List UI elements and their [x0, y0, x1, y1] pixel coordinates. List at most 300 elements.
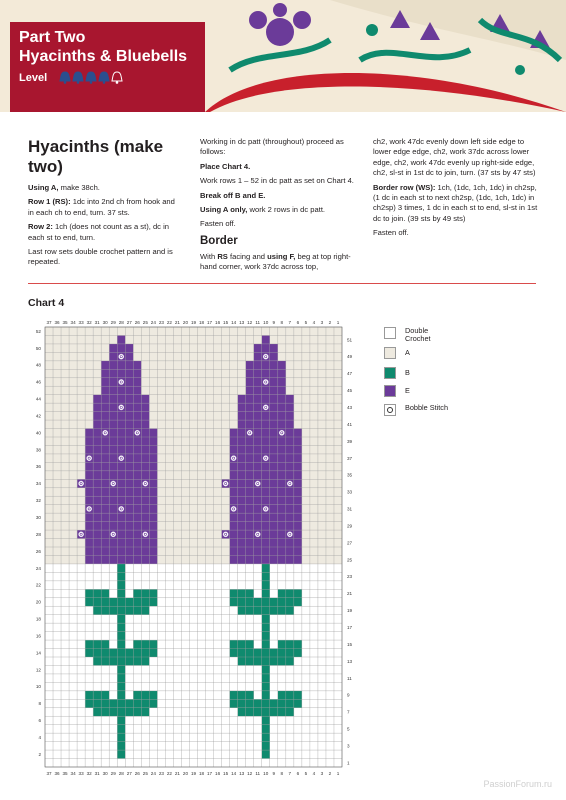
chart-cell-double_crochet: [206, 589, 214, 597]
chart-cell-double_crochet: [61, 716, 69, 724]
chart-cell-E: [270, 505, 278, 513]
chart-cell-double_crochet: [85, 733, 93, 741]
chart-cell-E: [246, 513, 254, 521]
chart-cell-A: [101, 344, 109, 352]
chart-cell-E: [278, 479, 286, 487]
chart-cell-A: [189, 513, 197, 521]
chart-cell-B: [117, 581, 125, 589]
chart-cell-A: [334, 386, 342, 394]
chart-cell-E: [93, 530, 101, 538]
chart-cell-double_crochet: [165, 682, 173, 690]
chart-cell-B: [117, 733, 125, 741]
chart-cell-double_crochet: [286, 716, 294, 724]
chart-cell-A: [302, 361, 310, 369]
chart-cell-double_crochet: [77, 665, 85, 673]
chart-cell-E: [262, 361, 270, 369]
chart-cell-double_crochet: [286, 725, 294, 733]
chart-cell-A: [334, 555, 342, 563]
chart-cell-double_crochet: [61, 623, 69, 631]
chart-cell-A: [230, 420, 238, 428]
instruction-border-cont: ch2, work 47dc evenly down left side edge to lower edge edge, ch2, work 37dc across lower edge, ch2, work 47dc evenly up right-side edge, ch2, sl-st in 1st dc to join, turn. (37 sts by 47 sts): [373, 137, 536, 178]
chart-cell-B: [117, 682, 125, 690]
chart-cell-E: [149, 547, 157, 555]
chart-cell-A: [230, 361, 238, 369]
chart-cell-A: [334, 462, 342, 470]
column-number-bottom: 27: [126, 771, 132, 776]
chart-cell-E: [278, 395, 286, 403]
chart-cell-B: [278, 657, 286, 665]
chart-cell-double_crochet: [53, 665, 61, 673]
chart-cell-A: [326, 437, 334, 445]
chart-cell-A: [61, 361, 69, 369]
chart-cell-A: [61, 479, 69, 487]
chart-cell-double_crochet: [238, 615, 246, 623]
chart-cell-double_crochet: [318, 716, 326, 724]
watermark: PassionForum.ru: [483, 779, 552, 789]
chart-cell-E: [125, 395, 133, 403]
chart-cell-double_crochet: [302, 657, 310, 665]
chart-cell-A: [189, 445, 197, 453]
chart-cell-A: [77, 555, 85, 563]
chart-cell-double_crochet: [334, 606, 342, 614]
chart-cell-double_crochet: [310, 640, 318, 648]
chart-cell-double_crochet: [189, 640, 197, 648]
chart-cell-double_crochet: [302, 564, 310, 572]
chart-cell-A: [278, 335, 286, 343]
chart-cell-A: [77, 369, 85, 377]
level-label: Level: [19, 72, 48, 84]
chart-cell-double_crochet: [206, 759, 214, 767]
column-number-top: 28: [118, 320, 124, 325]
chart-cell-A: [45, 378, 53, 386]
chart-cell-E: [93, 462, 101, 470]
chart-cell-E: [117, 395, 125, 403]
chart-cell-A: [189, 361, 197, 369]
chart-cell-A: [93, 335, 101, 343]
chart-cell-E: [254, 539, 262, 547]
chart-cell-double_crochet: [302, 649, 310, 657]
chart-cell-E: [133, 395, 141, 403]
chart-cell-A: [45, 471, 53, 479]
chart-cell-double_crochet: [69, 665, 77, 673]
chart-cell-A: [53, 369, 61, 377]
chart-cell-E: [109, 539, 117, 547]
chart-cell-double_crochet: [149, 632, 157, 640]
chart-cell-E: [141, 547, 149, 555]
chart-cell-double_crochet: [53, 615, 61, 623]
column-number-top: 3: [320, 320, 324, 325]
chart-cell-A: [334, 479, 342, 487]
chart-cell-double_crochet: [254, 716, 262, 724]
chart-cell-E: [254, 361, 262, 369]
chart-cell-E: [238, 488, 246, 496]
chart-cell-double_crochet: [334, 632, 342, 640]
chart-cell-E: [101, 505, 109, 513]
chart-cell-A: [302, 496, 310, 504]
chart-cell-double_crochet: [326, 708, 334, 716]
chart-cell-B: [262, 708, 270, 716]
chart-cell-E: [254, 462, 262, 470]
chart-cell-A: [206, 412, 214, 420]
chart-cell-A: [286, 327, 294, 335]
chart-cell-B: [278, 606, 286, 614]
chart-cell-double_crochet: [45, 708, 53, 716]
chart-cell-double_crochet: [270, 674, 278, 682]
chart-cell-A: [141, 378, 149, 386]
chart-cell-double_crochet: [310, 606, 318, 614]
chart-cell-double_crochet: [286, 615, 294, 623]
chart-cell-A: [85, 386, 93, 394]
chart-cell-double_crochet: [278, 750, 286, 758]
chart-cell-double_crochet: [109, 640, 117, 648]
chart-cell-A: [173, 395, 181, 403]
chart-cell-B: [278, 699, 286, 707]
chart-cell-E: [294, 505, 302, 513]
chart-cell-E: [101, 522, 109, 530]
chart-cell-A: [302, 335, 310, 343]
chart-cell-B: [93, 606, 101, 614]
chart-cell-double_crochet: [85, 615, 93, 623]
row-number: 29: [347, 523, 353, 529]
chart-cell-A: [334, 496, 342, 504]
chart-cell-A: [318, 445, 326, 453]
chart-cell-double_crochet: [270, 716, 278, 724]
chart-cell-double_crochet: [302, 759, 310, 767]
chart-cell-double_crochet: [302, 665, 310, 673]
chart-cell-E: [238, 437, 246, 445]
chart-cell-double_crochet: [165, 742, 173, 750]
chart-cell-B: [117, 598, 125, 606]
chart-cell-double_crochet: [85, 708, 93, 716]
chart-cell-A: [133, 344, 141, 352]
chart-cell-double_crochet: [141, 750, 149, 758]
chart-cell-double_crochet: [101, 674, 109, 682]
chart-cell-E: [286, 505, 294, 513]
chart-cell-A: [77, 420, 85, 428]
chart-cell-B: [262, 615, 270, 623]
chart-cell-double_crochet: [61, 708, 69, 716]
chart-cell-double_crochet: [69, 615, 77, 623]
chart-cell-A: [45, 505, 53, 513]
chart-cell-B: [254, 657, 262, 665]
chart-cell-double_crochet: [278, 725, 286, 733]
chart-cell-E: [254, 496, 262, 504]
chart-cell-double_crochet: [165, 733, 173, 741]
chart-cell-double_crochet: [294, 716, 302, 724]
chart-cell-B: [246, 691, 254, 699]
chart-cell-A: [198, 344, 206, 352]
chart-cell-double_crochet: [334, 564, 342, 572]
chart-cell-A: [157, 412, 165, 420]
chart-cell-B: [262, 691, 270, 699]
chart-cell-A: [45, 530, 53, 538]
chart-cell-double_crochet: [222, 665, 230, 673]
chart-cell-double_crochet: [61, 759, 69, 767]
chart-cell-double_crochet: [334, 733, 342, 741]
chart-cell-E: [270, 530, 278, 538]
bobble-stitch-mark: [119, 405, 124, 410]
chart-cell-A: [334, 403, 342, 411]
chart-cell-double_crochet: [69, 589, 77, 597]
chart-cell-B: [85, 649, 93, 657]
chart-cell-B: [141, 708, 149, 716]
chart-cell-A: [254, 327, 262, 335]
chart-cell-double_crochet: [302, 572, 310, 580]
column-number-bottom: 5: [304, 771, 308, 776]
chart-cell-double_crochet: [310, 615, 318, 623]
chart-cell-double_crochet: [286, 581, 294, 589]
chart-cell-double_crochet: [157, 742, 165, 750]
chart-cell-double_crochet: [157, 564, 165, 572]
chart-cell-E: [246, 420, 254, 428]
chart-cell-double_crochet: [278, 572, 286, 580]
chart-cell-A: [173, 488, 181, 496]
chart-cell-double_crochet: [45, 716, 53, 724]
chart-cell-B: [149, 649, 157, 657]
chart-cell-A: [214, 547, 222, 555]
chart-cell-double_crochet: [69, 581, 77, 589]
chart-cell-B: [125, 657, 133, 665]
chart-cell-double_crochet: [214, 682, 222, 690]
chart-cell-double_crochet: [278, 759, 286, 767]
bobble-stitch-mark: [231, 456, 236, 461]
chart-cell-double_crochet: [334, 615, 342, 623]
column-number-top: 15: [223, 320, 229, 325]
chart-cell-double_crochet: [238, 674, 246, 682]
chart-cell-B: [101, 649, 109, 657]
chart-cell-A: [53, 462, 61, 470]
chart-cell-A: [310, 530, 318, 538]
chart-cell-double_crochet: [318, 606, 326, 614]
chart-cell-B: [294, 691, 302, 699]
chart-cell-A: [165, 361, 173, 369]
chart-cell-double_crochet: [149, 665, 157, 673]
chart-cell-double_crochet: [230, 682, 238, 690]
chart-cell-double_crochet: [165, 589, 173, 597]
chart-cell-A: [85, 420, 93, 428]
chart-cell-double_crochet: [254, 691, 262, 699]
column-number-bottom: 14: [231, 771, 237, 776]
chart-cell-E: [101, 420, 109, 428]
chart-cell-double_crochet: [222, 699, 230, 707]
row-number: 52: [35, 328, 41, 334]
chart-cell-double_crochet: [69, 564, 77, 572]
chart-cell-A: [181, 471, 189, 479]
chart-cell-double_crochet: [326, 623, 334, 631]
chart-cell-E: [125, 420, 133, 428]
chart-cell-E: [254, 437, 262, 445]
chart-cell-B: [117, 623, 125, 631]
chart-cell-double_crochet: [53, 581, 61, 589]
column-number-top: 5: [304, 320, 308, 325]
chart-cell-E: [133, 522, 141, 530]
chart-cell-double_crochet: [157, 572, 165, 580]
chart-cell-A: [214, 445, 222, 453]
chart-cell-A: [206, 488, 214, 496]
chart-cell-A: [157, 454, 165, 462]
column-number-top: 16: [215, 320, 221, 325]
chart-cell-double_crochet: [61, 564, 69, 572]
chart-cell-double_crochet: [294, 674, 302, 682]
legend-item-a: [384, 347, 494, 363]
column-number-top: 31: [94, 320, 100, 325]
chart-cell-A: [149, 412, 157, 420]
chart-cell-A: [198, 412, 206, 420]
chart-cell-B: [149, 640, 157, 648]
chart-cell-A: [125, 327, 133, 335]
chart-cell-double_crochet: [270, 589, 278, 597]
chart-cell-double_crochet: [181, 615, 189, 623]
chart-cell-double_crochet: [198, 733, 206, 741]
chart-cell-A: [53, 429, 61, 437]
chart-cell-A: [165, 471, 173, 479]
chart-cell-E: [270, 445, 278, 453]
chart-cell-E: [238, 403, 246, 411]
chart-cell-A: [61, 530, 69, 538]
chart-cell-E: [254, 547, 262, 555]
chart-cell-A: [157, 386, 165, 394]
chart-cell-A: [61, 352, 69, 360]
chart-cell-double_crochet: [85, 682, 93, 690]
chart-cell-double_crochet: [125, 665, 133, 673]
chart-cell-A: [45, 437, 53, 445]
chart-cell-double_crochet: [85, 632, 93, 640]
chart-cell-B: [246, 606, 254, 614]
chart-cell-A: [206, 522, 214, 530]
chart-cell-E: [294, 462, 302, 470]
chart-cell-A: [189, 530, 197, 538]
chart-cell-double_crochet: [198, 699, 206, 707]
chart-cell-double_crochet: [181, 674, 189, 682]
chart-cell-A: [69, 386, 77, 394]
chart-cell-A: [334, 335, 342, 343]
chart-cell-double_crochet: [206, 632, 214, 640]
chart-cell-A: [222, 352, 230, 360]
chart-cell-double_crochet: [326, 725, 334, 733]
chart-cell-double_crochet: [189, 682, 197, 690]
chart-cell-A: [181, 429, 189, 437]
chart-cell-double_crochet: [302, 750, 310, 758]
chart-cell-double_crochet: [61, 699, 69, 707]
chart-cell-double_crochet: [77, 589, 85, 597]
chart-cell-double_crochet: [214, 699, 222, 707]
chart-cell-E: [262, 547, 270, 555]
chart-cell-A: [206, 496, 214, 504]
chart-cell-double_crochet: [198, 708, 206, 716]
chart-cell-E: [254, 352, 262, 360]
column-number-top: 2: [328, 320, 332, 325]
chart-cell-double_crochet: [45, 674, 53, 682]
chart-cell-A: [173, 429, 181, 437]
chart-cell-A: [61, 454, 69, 462]
chart-cell-A: [238, 327, 246, 335]
chart-cell-A: [141, 335, 149, 343]
chart-cell-A: [302, 369, 310, 377]
chart-cell-A: [189, 369, 197, 377]
chart-cell-E: [85, 539, 93, 547]
chart-cell-A: [326, 386, 334, 394]
pattern-title: Hyacinths & Bluebells: [19, 48, 188, 65]
instruction-fasten-off: Fasten off.: [200, 219, 236, 229]
chart-cell-A: [334, 522, 342, 530]
chart-cell-E: [238, 530, 246, 538]
chart-cell-A: [77, 505, 85, 513]
chart-cell-double_crochet: [45, 682, 53, 690]
chart-cell-double_crochet: [181, 665, 189, 673]
chart-cell-A: [318, 479, 326, 487]
chart-cell-E: [101, 547, 109, 555]
chart-cell-A: [69, 496, 77, 504]
chart-cell-B: [101, 598, 109, 606]
chart-cell-double_crochet: [173, 716, 181, 724]
chart-cell-double_crochet: [165, 691, 173, 699]
chart-cell-double_crochet: [109, 615, 117, 623]
chart-cell-A: [302, 395, 310, 403]
chart-cell-A: [214, 462, 222, 470]
chart-cell-A: [61, 505, 69, 513]
chart-cell-A: [214, 539, 222, 547]
chart-cell-E: [101, 513, 109, 521]
chart-cell-B: [262, 699, 270, 707]
chart-cell-double_crochet: [77, 699, 85, 707]
chart-cell-A: [77, 344, 85, 352]
chart-cell-E: [149, 454, 157, 462]
chart-cell-A: [53, 479, 61, 487]
bobble-stitch-mark: [231, 506, 236, 511]
chart-cell-double_crochet: [294, 581, 302, 589]
chart-cell-E: [246, 505, 254, 513]
chart-cell-A: [101, 352, 109, 360]
chart-cell-B: [246, 649, 254, 657]
chart-cell-A: [238, 335, 246, 343]
chart-cell-B: [125, 699, 133, 707]
chart-cell-double_crochet: [189, 623, 197, 631]
chart-cell-double_crochet: [93, 682, 101, 690]
chart-cell-double_crochet: [334, 716, 342, 724]
chart-cell-A: [157, 462, 165, 470]
chart-cell-double_crochet: [61, 649, 69, 657]
chart-cell-A: [310, 369, 318, 377]
chart-cell-E: [262, 395, 270, 403]
chart-cell-double_crochet: [189, 581, 197, 589]
instruction-border-intro: With RS facing and using F, beg at top right-hand corner, work 37dc across top,: [200, 251, 351, 272]
chart-cell-double_crochet: [157, 657, 165, 665]
chart-cell-double_crochet: [326, 649, 334, 657]
chart-cell-B: [85, 640, 93, 648]
chart-cell-double_crochet: [246, 674, 254, 682]
chart-cell-A: [173, 530, 181, 538]
row-number: 32: [35, 498, 41, 504]
column-number-bottom: 24: [150, 771, 156, 776]
chart-cell-A: [230, 395, 238, 403]
chart-cell-double_crochet: [318, 699, 326, 707]
chart-cell-E: [286, 513, 294, 521]
chart-cell-E: [149, 445, 157, 453]
chart-cell-double_crochet: [334, 725, 342, 733]
chart-cell-double_crochet: [157, 589, 165, 597]
chart-cell-E: [238, 454, 246, 462]
column-number-bottom: 7: [288, 771, 292, 776]
chart-cell-A: [61, 420, 69, 428]
chart-cell-A: [294, 327, 302, 335]
chart-cell-E: [125, 488, 133, 496]
chart-cell-double_crochet: [198, 564, 206, 572]
chart-cell-double_crochet: [45, 725, 53, 733]
chart-cell-double_crochet: [157, 632, 165, 640]
chart-cell-E: [254, 369, 262, 377]
chart-cell-double_crochet: [302, 606, 310, 614]
chart-cell-E: [125, 429, 133, 437]
